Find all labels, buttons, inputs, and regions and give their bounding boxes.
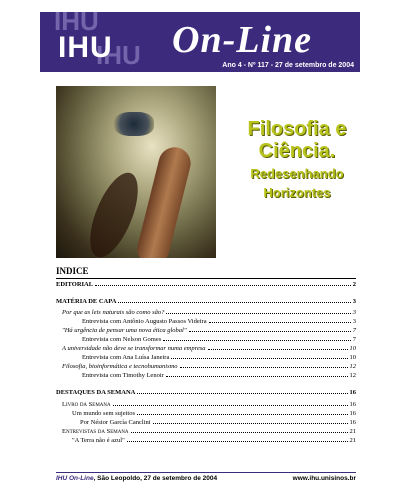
toc-leader: [208, 349, 348, 350]
toc-leader: [166, 376, 348, 377]
toc-page: 10: [349, 345, 356, 352]
toc-entry-lenoir[interactable]: [56, 370, 356, 379]
toc-label: "A Terra não é azul": [72, 437, 125, 444]
toc-entry-bioinformatica[interactable]: [56, 361, 356, 370]
toc-page: 21: [349, 437, 356, 444]
toc-leader: [95, 285, 351, 286]
toc-label: "Há urgência de pensar uma nova ética global": [62, 327, 187, 334]
cover-subtitle-1: Redesenhando: [250, 166, 344, 181]
cover-gem-shape: [114, 112, 154, 136]
toc-leader: [163, 340, 351, 341]
toc-label: Um mundo sem sujeitos: [72, 410, 136, 417]
footer-brand: IHU On-Line: [56, 475, 94, 482]
toc-leader: [209, 322, 351, 323]
toc-label: Por que as leis naturais são como são?: [62, 309, 165, 316]
toc-page: 10: [349, 354, 356, 361]
toc-label: Entrevista com Ana Luísa Janeira: [82, 354, 170, 361]
toc-page: 12: [349, 363, 356, 370]
cover-image: [56, 86, 216, 258]
toc-page: 3: [352, 318, 356, 325]
publication-title: On-Line: [172, 19, 312, 61]
toc-label: MATÉRIA DE CAPA: [56, 298, 117, 305]
toc-entry-universidade[interactable]: [56, 343, 356, 352]
ihu-logo: IHU: [58, 31, 113, 64]
toc-leader: [180, 367, 348, 368]
ghost-logo-b: IHU: [96, 40, 141, 70]
toc-leader: [137, 393, 347, 394]
issue-info: Ano 4 - Nº 117 - 27 de setembro de 2004: [222, 62, 354, 69]
footer-place-date: , São Leopoldo, 27 de setembro de 2004: [93, 475, 218, 482]
toc-entry-materia-de-capa[interactable]: [56, 296, 356, 305]
toc-leader: [137, 414, 347, 415]
toc-label: Entrevista com Antônio Augusto Passos Videira: [82, 318, 207, 325]
footer-url[interactable]: www.ihu.unisinos.br: [292, 475, 356, 482]
toc-leader: [153, 423, 348, 424]
footer-left: [56, 475, 217, 484]
toc-label: Filosofia, bioinformática e tecnohumanismo: [62, 363, 178, 370]
toc-leader: [189, 331, 351, 332]
toc-entry-janeira[interactable]: [56, 352, 356, 361]
toc-page: 3: [352, 298, 356, 305]
toc-entry-livro-da-semana[interactable]: [56, 399, 356, 408]
toc-entry-nelson-gomes[interactable]: [56, 334, 356, 343]
toc-page: 2: [352, 281, 356, 288]
toc-label: Entrevista com Timothy Lenoir: [82, 372, 164, 379]
toc-leader: [113, 405, 348, 406]
ghost-logo-a: IHU: [54, 12, 99, 36]
toc-page: 12: [349, 372, 356, 379]
toc-label: Livro da Semana: [62, 401, 111, 408]
cover-headline: [222, 118, 372, 200]
toc-leader: [171, 358, 347, 359]
toc-entry-entrevistas-da-semana[interactable]: [56, 426, 356, 435]
toc-page: 16: [349, 419, 356, 426]
header-banner: [40, 12, 360, 72]
toc-entry-etica-global[interactable]: [56, 325, 356, 334]
toc-page: 16: [349, 389, 356, 396]
toc-label: Entrevistas da Semana: [62, 428, 129, 435]
toc-label: EDITORIAL: [56, 281, 94, 288]
toc-leader: [131, 432, 348, 433]
toc-entry-mundo-sem-sujeitos[interactable]: [56, 408, 356, 417]
toc-page: 16: [349, 410, 356, 417]
toc-label: Entrevista com Nelson Gomes: [82, 336, 162, 343]
toc-leader: [166, 313, 350, 314]
toc-entry-terra-nao-e-azul[interactable]: [56, 435, 356, 444]
toc-page: 21: [349, 428, 356, 435]
toc-entry-destaques[interactable]: [56, 387, 356, 396]
cover-title: Filosofia e Ciência.: [247, 118, 347, 162]
toc-entry-videira[interactable]: [56, 316, 356, 325]
toc-label: DESTAQUES DA SEMANA: [56, 389, 136, 396]
toc-page: 7: [352, 327, 356, 334]
toc-page: 3: [352, 309, 356, 316]
toc-label: Por Néstor García Canclini: [80, 419, 151, 426]
toc-entry-canclini[interactable]: [56, 417, 356, 426]
index-heading: INDICE: [56, 266, 89, 276]
toc-page: 7: [352, 336, 356, 343]
cover-finger-shape: [134, 144, 194, 258]
toc-leader: [127, 441, 348, 442]
toc-page: 16: [349, 401, 356, 408]
cover-subtitle-2: Horizontes: [263, 185, 331, 200]
toc-label: A universidade não deve se transformar numa empresa: [62, 345, 206, 352]
page-footer: [56, 472, 356, 484]
toc-entry-editorial[interactable]: [56, 279, 356, 288]
toc-leader: [118, 302, 350, 303]
toc-entry-leis-naturais[interactable]: [56, 307, 356, 316]
